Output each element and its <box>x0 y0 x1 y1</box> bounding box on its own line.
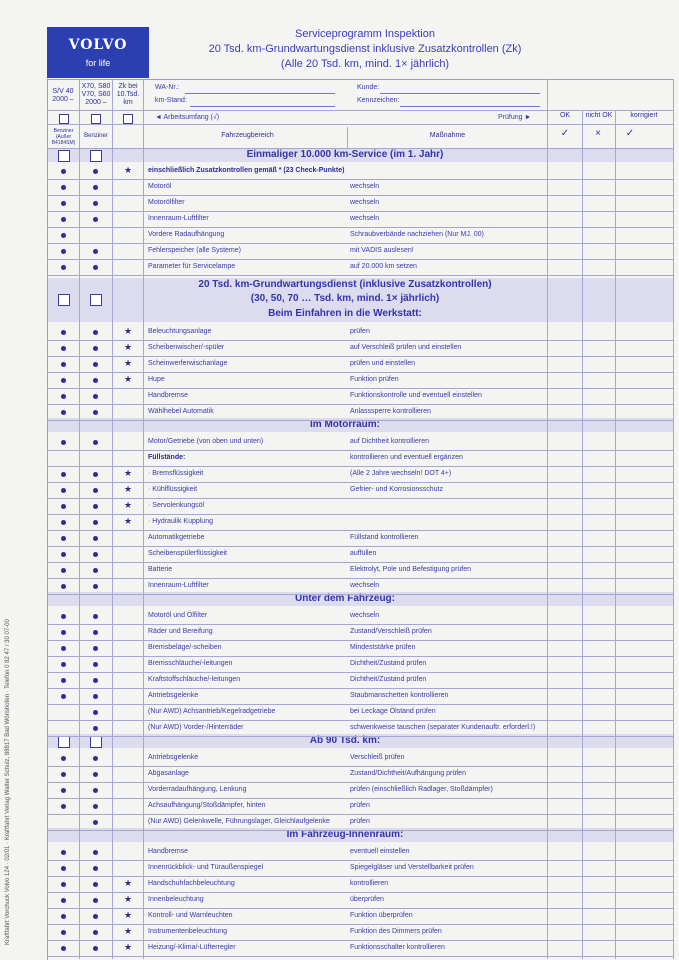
row-area: Motorölfilter <box>148 199 185 206</box>
row-area: Motor/Getriebe (von oben und unten) <box>148 438 264 445</box>
applies-bullet <box>61 772 66 777</box>
section-heading-einfahren: Beim Einfahren in die Werkstatt: <box>268 308 422 319</box>
row-action: Gefrier- und Korrosionsschutz <box>350 486 443 493</box>
row-area: Automatikgetriebe <box>148 534 205 541</box>
row-action: prüfen <box>350 328 370 335</box>
section-checkbox[interactable] <box>90 736 102 748</box>
row-divider <box>47 782 673 783</box>
applies-bullet <box>93 249 98 254</box>
applies-bullet <box>93 504 98 509</box>
row-divider <box>47 530 673 531</box>
applies-bullet <box>93 584 98 589</box>
row-action: kontrollieren <box>350 880 389 887</box>
applies-bullet <box>61 646 66 651</box>
row-action: schwenkweise tauschen (separater Kundenauftr. erforderl.!) <box>350 724 536 731</box>
applies-bullet <box>93 378 98 383</box>
applies-bullet <box>93 394 98 399</box>
applies-bullet <box>93 169 98 174</box>
row-divider <box>47 704 673 705</box>
applies-bullet <box>93 866 98 871</box>
column-divider <box>615 110 616 959</box>
row-action: wechseln <box>350 215 380 222</box>
side-imprint: Kraftfahrt Vorchuck Volvo 124 · 02/01 · Kraftfahrt Verlag Walter Schulz, 88817 Bad Wörishofen · Telefon 0 82 47 / 30 07-00 <box>5 619 11 945</box>
applies-bullet <box>93 488 98 493</box>
col-benziner-a: Benziner (Außer B4184SM) <box>51 128 76 146</box>
applies-bullet <box>93 265 98 270</box>
applies-bullet <box>61 217 66 222</box>
applies-bullet <box>61 882 66 887</box>
row-divider <box>47 720 673 721</box>
applies-bullet <box>61 694 66 699</box>
row-divider <box>47 211 673 212</box>
row-action: Verschleiß prüfen <box>350 754 405 761</box>
row-action: bei Leckage Ölstand prüfen <box>350 708 436 715</box>
col-header-ok: OK <box>559 112 571 119</box>
row-action: (Alle 2 Jahre wechseln! DOT 4+) <box>350 470 452 477</box>
row-action: wechseln <box>350 199 380 206</box>
row-divider <box>47 450 673 451</box>
row-divider <box>47 195 673 196</box>
applies-bullet <box>93 756 98 761</box>
row-divider <box>47 640 673 641</box>
row-area: Antriebsgelenke <box>148 754 199 761</box>
row-area: Handschuhfachbeleuchtung <box>148 880 235 887</box>
applies-bullet <box>93 726 98 731</box>
section-checkbox[interactable] <box>58 150 70 162</box>
applies-bullet <box>61 520 66 525</box>
row-area: Kontroll- und Warnleuchten <box>148 912 233 919</box>
title-line-2: 20 Tsd. km-Grundwartungsdienst inklusive Zusatzkontrollen (Zk) <box>208 43 522 55</box>
star-icon: ★ <box>124 468 133 478</box>
applies-bullet <box>61 630 66 635</box>
section-heading-interval: (30, 50, 70 … Tsd. km, mind. 1× jährlich) <box>250 293 440 304</box>
row-area: Instrumentenbeleuchtung <box>148 928 227 935</box>
row-area: Scheibenwischer/-spüler <box>148 344 225 351</box>
row-action: eventuell einstellen <box>350 848 410 855</box>
applies-bullet <box>61 756 66 761</box>
row-action: mit VADIS auslesen! <box>350 247 414 254</box>
row-divider <box>47 876 673 877</box>
row-action: auffüllen <box>350 550 377 557</box>
row-area: Bremsbeläge/-scheiben <box>148 644 222 651</box>
section-heading-unter-fahrzeug: Unter dem Fahrzeug: <box>294 593 395 604</box>
section-heading-10000: Einmaliger 10.000 km-Service (im 1. Jahr) <box>246 149 444 160</box>
section-checkbox[interactable] <box>58 736 70 748</box>
applies-bullet <box>93 217 98 222</box>
applies-bullet <box>93 330 98 335</box>
row-area: Achsaufhängung/Stoßdämpfer, hinten <box>148 802 266 809</box>
applies-bullet <box>61 330 66 335</box>
applies-bullet <box>93 630 98 635</box>
star-icon: ★ <box>124 878 133 888</box>
col-benziner-b: Benziner <box>84 133 108 139</box>
section-checkbox[interactable] <box>90 150 102 162</box>
applies-bullet <box>93 946 98 951</box>
row-action: auf 20.000 km setzen <box>350 263 417 270</box>
applies-bullet <box>93 346 98 351</box>
row-area: Wählhebel Automatik <box>148 408 214 415</box>
check-icon: ✓ <box>625 128 635 139</box>
applies-bullet <box>61 201 66 206</box>
col-header-zk: Zk bei 10.Tsd. km <box>116 83 140 106</box>
row-area: Scheibenspülerflüssigkeit <box>148 550 227 557</box>
row-action: prüfen <box>350 818 370 825</box>
title-line-1: Serviceprogramm Inspektion <box>294 28 435 40</box>
applies-bullet <box>61 362 66 367</box>
row-divider <box>47 124 673 125</box>
applies-bullet <box>93 710 98 715</box>
applies-bullet <box>93 536 98 541</box>
row-action: prüfen und einstellen <box>350 360 415 367</box>
row-divider <box>47 227 673 228</box>
kunde-field[interactable] <box>380 93 540 94</box>
row-action: Dichtheit/Zustand prüfen <box>350 676 427 683</box>
applies-bullet <box>61 440 66 445</box>
applies-bullet <box>93 362 98 367</box>
applies-bullet <box>61 346 66 351</box>
applies-bullet <box>61 850 66 855</box>
row-area: · Kühlflüssigkeit <box>148 486 198 493</box>
kennzeichen-label: Kennzeichen: <box>357 97 400 104</box>
row-action: Zustand/Verschleiß prüfen <box>350 628 432 635</box>
applies-bullet <box>93 804 98 809</box>
row-action: auf Verschleiß prüfen und einstellen <box>350 344 462 351</box>
section-checkbox[interactable] <box>58 294 70 306</box>
row-action: prüfen <box>350 802 370 809</box>
km-stand-field[interactable] <box>190 106 335 107</box>
row-action: Anlasssperre kontrollieren <box>350 408 431 415</box>
row-area: Scheinwerferwischanlage <box>148 360 228 367</box>
applies-bullet <box>93 820 98 825</box>
checkbox-s40[interactable] <box>59 114 69 124</box>
row-area: einschließlich Zusatzkontrollen gemäß * (23 Check-Punkte) <box>148 167 345 174</box>
applies-bullet <box>93 930 98 935</box>
row-area: Hupe <box>148 376 165 383</box>
row-action: Funktionsschalter kontrollieren <box>350 944 445 951</box>
applies-bullet <box>93 201 98 206</box>
wa-nr-field[interactable] <box>185 93 335 94</box>
row-divider <box>47 110 673 111</box>
row-divider <box>47 940 673 941</box>
row-area: Kraftstoffschläuche/-leitungen <box>148 676 241 683</box>
cross-icon: × <box>595 128 601 139</box>
applies-bullet <box>93 850 98 855</box>
checkbox-zk[interactable] <box>123 114 133 124</box>
row-action: überprüfen <box>350 896 384 903</box>
applies-bullet <box>61 866 66 871</box>
applies-bullet <box>93 614 98 619</box>
row-action: wechseln <box>350 582 380 589</box>
row-area: Innenraum-Luftfilter <box>148 215 209 222</box>
row-divider <box>47 404 673 405</box>
applies-bullet <box>93 410 98 415</box>
applies-bullet <box>93 788 98 793</box>
star-icon: ★ <box>124 500 133 510</box>
applies-bullet <box>61 169 66 174</box>
pruefung-label: Prüfung ► <box>498 114 532 121</box>
section-heading-motorraum: Im Motorraum: <box>310 419 380 430</box>
row-divider <box>47 243 673 244</box>
row-divider <box>47 594 673 595</box>
applies-bullet <box>61 185 66 190</box>
applies-bullet <box>61 472 66 477</box>
row-action: kontrollieren und eventuell ergänzen <box>350 454 463 461</box>
row-divider <box>47 892 673 893</box>
section-checkbox[interactable] <box>90 294 102 306</box>
star-icon: ★ <box>124 910 133 920</box>
col-header-corrected: korrigiert <box>630 112 658 119</box>
applies-bullet <box>93 472 98 477</box>
kunde-label: Kunde: <box>357 84 380 91</box>
row-divider <box>47 179 673 180</box>
row-divider <box>47 498 673 499</box>
applies-bullet <box>61 249 66 254</box>
applies-bullet <box>61 678 66 683</box>
row-area: Fehlerspeicher (alle Systeme) <box>148 247 241 254</box>
row-divider <box>47 766 673 767</box>
row-divider <box>47 259 673 260</box>
row-area: Motoröl <box>148 183 172 190</box>
col-fahrzeugbereich: Fahrzeugbereich <box>221 132 274 139</box>
row-action: wechseln <box>350 612 380 619</box>
row-divider <box>47 356 673 357</box>
row-action: Funktion des Dimmers prüfen <box>350 928 442 935</box>
kennzeichen-field[interactable] <box>400 106 540 107</box>
applies-bullet <box>93 882 98 887</box>
col-header-x70: X70, S80 V70, S60 2000 – <box>81 83 111 106</box>
row-area: Vorderradaufhängung, Lenkung <box>148 786 247 793</box>
star-icon: ★ <box>124 942 133 952</box>
row-area: Heizung/-Klima/-Lüfterregler <box>148 944 236 951</box>
applies-bullet <box>61 584 66 589</box>
section-heading-innenraum: Im Fahrzeug-Innenraum: <box>286 829 404 840</box>
applies-bullet <box>61 394 66 399</box>
applies-bullet <box>93 678 98 683</box>
row-divider <box>47 798 673 799</box>
applies-bullet <box>61 410 66 415</box>
row-area: Handbremse <box>148 392 189 399</box>
applies-bullet <box>93 646 98 651</box>
row-area: Bremsschläuche/-leitungen <box>148 660 233 667</box>
row-divider <box>47 420 673 421</box>
row-divider <box>47 672 673 673</box>
applies-bullet <box>61 233 66 238</box>
check-icon: ✓ <box>560 128 570 139</box>
row-action: Funktionskontrolle und eventuell einstellen <box>350 392 482 399</box>
row-area: Motoröl und Ölfilter <box>148 612 208 619</box>
applies-bullet <box>61 488 66 493</box>
volvo-logo <box>47 27 149 78</box>
row-area: Füllstände: <box>148 454 186 461</box>
row-area: Parameter für Servicelampe <box>148 263 236 270</box>
row-area: Handbremse <box>148 848 189 855</box>
row-action: Spiegelgläser und Verstellbarkeit prüfen <box>350 864 474 871</box>
row-action: Zustand/Dichtheit/Aufhängung prüfen <box>350 770 466 777</box>
row-action: Füllstand kontrollieren <box>350 534 419 541</box>
row-area: Innenraum-Luftfilter <box>148 582 209 589</box>
row-area: (Nur AWD) Gelenkwelle, Führungslager, Gleichlaufgelenke <box>148 818 330 825</box>
row-divider <box>47 340 673 341</box>
row-action: Elektrolyt, Pole und Befestigung prüfen <box>350 566 472 573</box>
applies-bullet <box>61 898 66 903</box>
applies-bullet <box>61 614 66 619</box>
section-heading-90000: Ab 90 Tsd. km: <box>309 735 381 746</box>
row-divider <box>47 388 673 389</box>
applies-bullet <box>61 788 66 793</box>
applies-bullet <box>61 930 66 935</box>
row-area: · Hydraulik Kupplung <box>148 518 213 525</box>
applies-bullet <box>93 914 98 919</box>
title-line-3: (Alle 20 Tsd. km, mind. 1× jährlich) <box>280 58 450 70</box>
row-divider <box>47 466 673 467</box>
row-action: Staubmanschetten kontrollieren <box>350 692 449 699</box>
row-action: Mindeststärke prüfen <box>350 644 416 651</box>
star-icon: ★ <box>124 894 133 904</box>
row-divider <box>47 514 673 515</box>
row-action: Schraubverbände nachziehen (Nur MJ. 00) <box>350 231 484 238</box>
star-icon: ★ <box>124 374 133 384</box>
row-divider <box>47 578 673 579</box>
row-divider <box>47 546 673 547</box>
row-area: Abgasanlage <box>148 770 189 777</box>
applies-bullet <box>61 536 66 541</box>
row-divider <box>47 688 673 689</box>
row-area: Räder und Bereifung <box>148 628 213 635</box>
section-heading-20000: 20 Tsd. km-Grundwartungsdienst (inklusive Zusatzkontrollen) <box>198 279 492 290</box>
col-header-not-ok: nicht OK <box>585 112 613 119</box>
column-divider <box>582 110 583 959</box>
row-divider <box>47 482 673 483</box>
row-divider <box>47 814 673 815</box>
col-header-s40: S/V 40 2000 – <box>52 88 74 103</box>
applies-bullet <box>61 662 66 667</box>
row-area: Antriebsgelenke <box>148 692 199 699</box>
applies-bullet <box>93 520 98 525</box>
star-icon: ★ <box>124 326 133 336</box>
row-area: (Nur AWD) Achsantrieb/Kegelradgetriebe <box>148 708 276 715</box>
applies-bullet <box>61 552 66 557</box>
row-area: · Bremsflüssigkeit <box>148 470 204 477</box>
star-icon: ★ <box>124 165 133 175</box>
col-massnahme: Maßnahme <box>429 132 466 139</box>
row-divider <box>47 372 673 373</box>
row-divider <box>47 908 673 909</box>
row-action: Funktion überprüfen <box>350 912 413 919</box>
row-area: Vordere Radaufhängung <box>148 231 225 238</box>
row-action: wechseln <box>350 183 380 190</box>
applies-bullet <box>61 265 66 270</box>
star-icon: ★ <box>124 926 133 936</box>
arbeitsumfang-label: ◄ Arbeitsumfang (√) <box>155 114 220 121</box>
applies-bullet <box>93 662 98 667</box>
row-action: auf Dichtheit kontrollieren <box>350 438 429 445</box>
brand-name: VOLVO <box>68 37 128 53</box>
row-divider <box>47 656 673 657</box>
applies-bullet <box>61 378 66 383</box>
row-divider <box>47 924 673 925</box>
row-area: Batterie <box>148 566 173 573</box>
checkbox-x70[interactable] <box>91 114 101 124</box>
applies-bullet <box>61 914 66 919</box>
applies-bullet <box>93 694 98 699</box>
applies-bullet <box>93 568 98 573</box>
applies-bullet <box>93 552 98 557</box>
row-action: prüfen (einschließlich Radlager, Stoßdämpfer) <box>350 786 493 793</box>
star-icon: ★ <box>124 516 133 526</box>
row-divider <box>47 830 673 831</box>
row-area: (Nur AWD) Vorder-/Hinterräder <box>148 724 244 731</box>
row-action: Funktion prüfen <box>350 376 399 383</box>
star-icon: ★ <box>124 358 133 368</box>
applies-bullet <box>93 440 98 445</box>
km-stand-label: km-Stand: <box>155 97 187 104</box>
column-divider <box>347 127 348 148</box>
brand-tagline: for life <box>85 58 111 68</box>
applies-bullet <box>93 185 98 190</box>
star-icon: ★ <box>124 342 133 352</box>
applies-bullet <box>93 898 98 903</box>
wa-nr-label: WA-Nr.: <box>155 84 180 91</box>
applies-bullet <box>61 804 66 809</box>
row-area: Innenrückblick- und Türaußenspiegel <box>148 864 264 871</box>
row-divider <box>47 562 673 563</box>
row-area: Innenbeleuchtung <box>148 896 204 903</box>
row-area: Beleuchtungsanlage <box>148 328 212 335</box>
row-divider <box>47 956 673 957</box>
star-icon: ★ <box>124 484 133 494</box>
applies-bullet <box>61 504 66 509</box>
applies-bullet <box>61 946 66 951</box>
applies-bullet <box>93 772 98 777</box>
row-divider <box>47 860 673 861</box>
column-divider <box>673 79 674 959</box>
row-action: Dichtheit/Zustand prüfen <box>350 660 427 667</box>
row-divider <box>47 624 673 625</box>
row-divider <box>47 736 673 737</box>
row-area: · Servolenkungsöl <box>148 502 205 509</box>
applies-bullet <box>61 568 66 573</box>
row-divider <box>47 275 673 276</box>
